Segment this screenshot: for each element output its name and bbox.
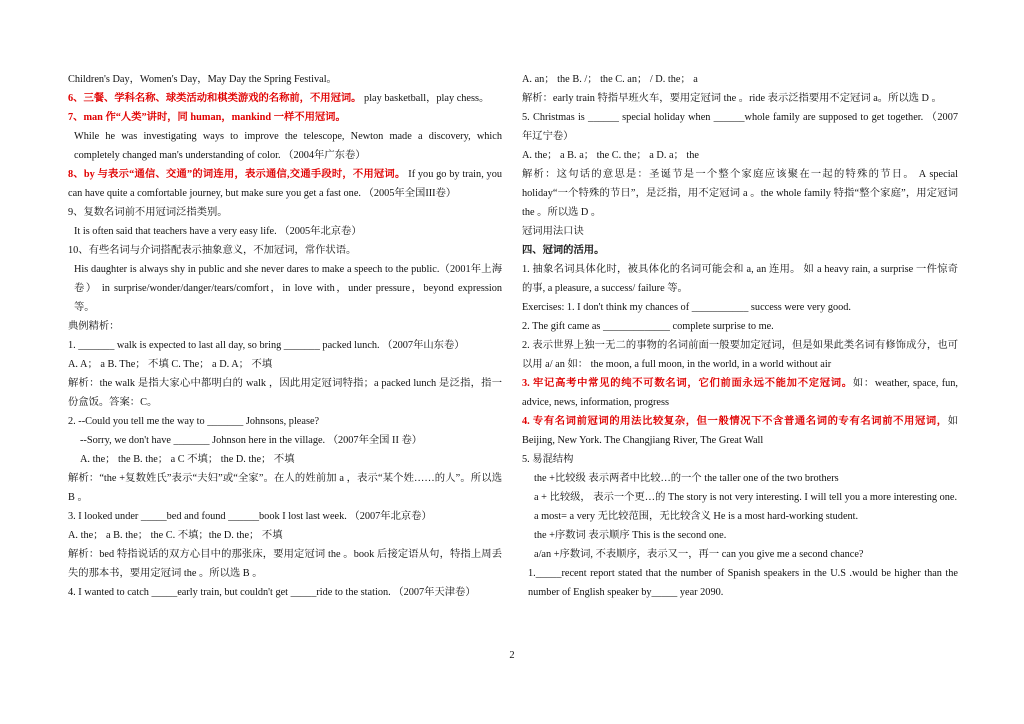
paragraph: 解析：early train 特指早班火车，要用定冠词 the 。ride 表示泛指要用不定冠词 a。所以选 D 。 [522,93,942,104]
paragraph: A. the； the B. the； a C 不填； the D. the； 不填 [80,454,295,465]
paragraph: While he was investigating ways to improve the telescope, Newton made a discovery, which completely changed man's understanding of color. （2004年广东卷） [74,131,502,161]
red-emphasis-text: 8、by 与表示“通信、交通”的词连用，表示通信,交通手段时，不用冠词。 [68,169,406,180]
paragraph: 9、复数名词前不用冠词泛指类别。 [68,207,228,218]
paragraph: 1._____recent report stated that the number of Spanish speakers in the U.S .would be higher than the number of English speaker by_____ year 2090. [528,568,958,598]
paragraph: 1. _______ walk is expected to last all day, so bring _______ packed lunch. （2007年山东卷） [68,340,465,351]
paragraph: 2. --Could you tell me the way to _______ Johnsons, please? [68,416,320,427]
paragraph: 解析：“the +复数姓氏”表示“夫妇”或“全家”。在人的姓前加 a ，表示“某个姓……的人”。所以选 B 。 [68,473,502,503]
paragraph: 4. I wanted to catch _____early train, but couldn't get _____ride to the station. （2007年天津卷） [68,587,476,598]
paragraph: a + 比较级， 表示一个更…的 The story is not very interesting. I will tell you a more interesting one. [534,492,958,503]
paragraph: 解析：这句话的意思是：圣诞节是一个整个家庭应该聚在一起的特殊的节日。 A special holiday“一个特殊的节日”，是泛指，用不定冠词 a 。the whole family 特指“整个家庭”，用定冠词 the 。所以选 D 。 [522,169,958,218]
paragraph: It is often said that teachers have a very easy life. （2005年北京卷） [74,226,362,237]
paragraph: 2. 表示世界上独一无二的事物的名词前面一般要加定冠词，但是如果此类名词有修饰成分，也可以用 a/ an 如： the moon, a full moon, in the world, in a world without air [522,340,958,370]
red-emphasis-text: 4. 专有名词前冠词的用法比较复杂，但一般情况下不含普通名词的专有名词前不用冠词， [522,416,948,427]
paragraph: --Sorry, we don't have _______ Johnson here in the village. （2007年全国 II 卷） [80,435,423,446]
paragraph: 2. The gift came as _____________ complete surprise to me. [522,321,774,332]
paragraph: the +比较级 表示两者中比较…的一个 the taller one of the two brothers [534,473,839,484]
page-number: 2 [509,650,515,661]
paragraph: a most= a very 无比较范围，无比较含义 He is a most hard-working student. [534,511,859,522]
left-column [68,70,502,602]
paragraph: 冠词用法口诀 [522,226,584,237]
paragraph: 1. 抽象名词具体化时，被具体化的名词可能会和 a, an 连用。 如 a heavy rain, a surprise 一件惊奇的事, a pleasure, a success/ failure 等。 [522,264,958,294]
paragraph: 5. Christmas is ______ special holiday when ______whole family are supposed to get together. （2007年辽宁卷） [522,112,958,142]
paragraph [68,165,502,203]
paragraph [522,374,958,412]
red-emphasis-text: 6、三餐、学科名称、球类活动和棋类游戏的名称前，不用冠词。 [68,93,362,104]
paragraph: His daughter is always shy in public and she never dares to make a speech to the public.（2001年上海卷） in surprise/wonder/danger/tears/comfort，in love with，under pressure，beyond expression 等。 [74,264,502,313]
paragraph: A. the； a B. a； the C. the； a D. a； the [522,150,700,161]
paragraph: 典例精析： [68,321,120,332]
paragraph-text: If you go by train, you can have quite a comfortable journey, but make sure you get a fast one. （2005年全国III卷） [68,169,503,199]
paragraph-text: play basketball，play chess。 [361,93,490,104]
paragraph: Exercises: 1. I don't think my chances of ___________ success were very good. [522,302,851,313]
paragraph-text: 如：weather, space, fun, advice, news, information, progress [522,378,958,408]
paragraph: A. an； the B. /； the C. an； / D. the； a [522,74,698,85]
paragraph: 3. I looked under _____bed and found ______book I lost last week. （2007年北京卷） [68,511,432,522]
paragraph: A. A； a B. The； 不填 C. The； a D. A； 不填 [68,359,273,370]
paragraph-text: 如 Beijing, New York. The Changjiang River, The Great Wall [522,416,958,446]
paragraph: 解析：bed 特指说话的双方心目中的那张床，要用定冠词 the 。book 后接定语从句，特指上周丢失的那本书，要用定冠词 the 。所以选 B 。 [68,549,502,579]
paragraph: 7、man 作“人类”讲时，同 human，mankind 一样不用冠词。 [68,112,346,123]
right-column [522,70,958,602]
paragraph [522,412,958,450]
paragraph [68,89,502,108]
paragraph: the +序数词 表示顺序 This is the second one. [534,530,727,541]
paragraph: a/an +序数词, 不表顺序，表示又一，再一 can you give me a second chance? [534,549,864,560]
paragraph: 5. 易混结构 [522,454,574,465]
red-emphasis-text: 3. 牢记高考中常见的纯不可数名词，它们前面永远不能加不定冠词。 [522,378,853,389]
paragraph: A. the； a B. the； the C. 不填；the D. the； 不填 [68,530,283,541]
paragraph: 四、冠词的活用。 [522,245,605,256]
paragraph: Children's Day，Women's Day，May Day the Spring Festival。 [68,74,337,85]
paragraph: 10、有些名词与介词搭配表示抽象意义，不加冠词，常作状语。 [68,245,357,256]
paragraph: 解析：the walk 是指大家心中都明白的 walk ，因此用定冠词特指；a packed lunch 是泛指，指一份盒饭。答案：C。 [68,378,502,408]
